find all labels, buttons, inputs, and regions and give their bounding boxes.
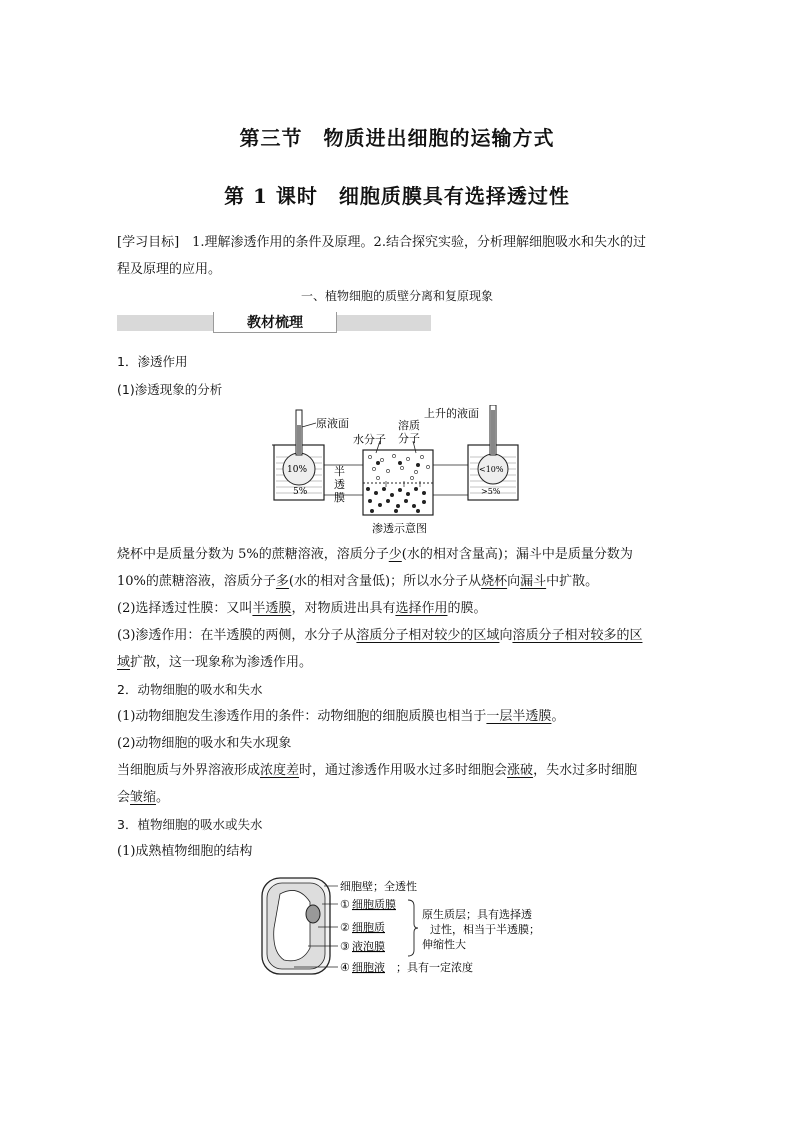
heading-osmosis-analysis: (1)渗透现象的分析 [117,382,223,397]
textbook-box-label: 教材梳理 [213,312,337,333]
label-n2: ② [340,921,350,934]
label-cell-sap-desc: ；具有一定浓度 [396,961,473,974]
text: 。 [551,709,565,724]
text: (3)渗透作用：在半透膜的两侧，水分子从 [117,628,357,643]
label-n3: ③ [340,940,350,953]
blank-answer: 少 [388,547,402,562]
blank-answer: 溶质分子相对较少的区域 [356,628,500,643]
objectives-line-1: [学习目标] 1.理解渗透作用的条件及原理。2.结合探究实验，分析理解细胞吸水和失水的过 [117,235,646,250]
blank-answer: 烧杯 [481,574,508,589]
blank-answer: 漏斗 [520,574,547,589]
label-protoplast-3: 伸缩性大 [422,938,466,951]
label-solute-1: 溶质 [398,419,420,432]
label-rising-level: 上升的液面 [424,407,479,420]
blank-answer: 选择作用 [395,601,448,616]
label-membrane-2: 透 [334,478,345,491]
text: 会 [117,790,131,805]
label-protoplast-1: 原生质层；具有选择透 [422,908,532,921]
osmosis-diagram [268,405,528,540]
label-protoplast-2: 过性，相当于半透膜； [430,923,540,936]
heading-animal-cell-water: (2)动物细胞的吸水和失水现象 [117,736,292,751]
label-gt5-percent: >5% [481,487,501,496]
page-subtitle: 第 1 课时 细胞质膜具有选择透过性 [224,184,570,208]
heading-animal-cell: 2．动物细胞的吸水和失水 [117,682,263,697]
text: (2)选择透过性膜：又叫 [117,601,253,616]
blank-answer: 半透膜 [252,601,292,616]
text: ，失水过多时细胞 [533,763,638,778]
blank-answer: 皱缩 [130,790,157,805]
label-10-percent: 10% [287,465,308,475]
text: 的膜。 [447,601,487,616]
heading-plant-cell: 3．植物细胞的吸水或失水 [117,817,263,832]
blank-answer: 涨破 [507,763,534,778]
label-lt10-percent: <10% [479,465,504,474]
text: 烧杯中是质量分数为 5%的蔗糖溶液，溶质分子 [117,547,389,562]
p5-line-1 [117,757,677,784]
label-original-level: 原液面 [316,417,349,430]
osmosis-caption: 渗透示意图 [372,522,427,535]
label-membrane-1: 半 [334,465,345,478]
label-water-molecule: 水分子 [353,433,386,446]
paragraph-osmosis-analysis [117,541,677,865]
text: 向 [499,628,513,643]
blank-answer: 多 [275,574,289,589]
heading-osmosis: 1．渗透作用 [117,354,188,369]
label-membrane-3: 膜 [334,491,345,504]
label-cell-sap: 细胞液 [352,961,385,974]
label-tonoplast: 液泡膜 [352,940,385,953]
label-cell-wall: 细胞壁；全透性 [340,880,417,893]
blank-answer: 溶质分子相对较多的区 [512,628,643,643]
learning-objectives [117,229,677,283]
label-cell-membrane: 细胞质膜 [352,898,396,911]
label-solute-2: 分子 [398,432,420,445]
p2-line [117,595,677,622]
p3-line-2 [117,649,677,676]
text: (水的相对含量高)；漏斗中是质量分数为 [401,547,633,562]
page-title: 第三节 物质进出细胞的运输方式 [239,126,555,150]
objectives-line-2: 程及原理的应用。 [117,262,222,277]
label-5-percent: 5% [293,487,308,497]
p3-line-1 [117,622,677,649]
text: 10%的蔗糖溶液，溶质分子 [117,574,276,589]
label-n4: ④ [340,961,350,974]
section-heading: 一、植物细胞的质壁分离和复原现象 [300,289,493,303]
text: 扩散，这一现象称为渗透作用。 [130,655,313,670]
text: 中扩散。 [546,574,599,589]
text: 向 [507,574,521,589]
blank-answer: 浓度差 [260,763,300,778]
text: 。 [156,790,170,805]
blank-answer: 域 [117,655,131,670]
text: (水的相对含量低)；所以水分子从 [288,574,482,589]
heading-plant-cell-structure: (1)成熟植物细胞的结构 [117,844,253,859]
text: (1)动物细胞发生渗透作用的条件：动物细胞的细胞质膜也相当于 [117,709,487,724]
p4-line [117,703,677,730]
p1-line-2 [117,568,677,595]
plant-cell-diagram [258,872,548,982]
blank-answer: 一层半透膜 [486,709,552,724]
p5-line-2 [117,784,677,811]
p1-line-1 [117,541,677,568]
label-cytoplasm: 细胞质 [352,921,385,934]
text: 时，通过渗透作用吸水过多时细胞会 [299,763,508,778]
text: 当细胞质与外界溶液形成 [117,763,261,778]
text: ，对物质进出具有 [291,601,396,616]
label-n1: ① [340,898,350,911]
